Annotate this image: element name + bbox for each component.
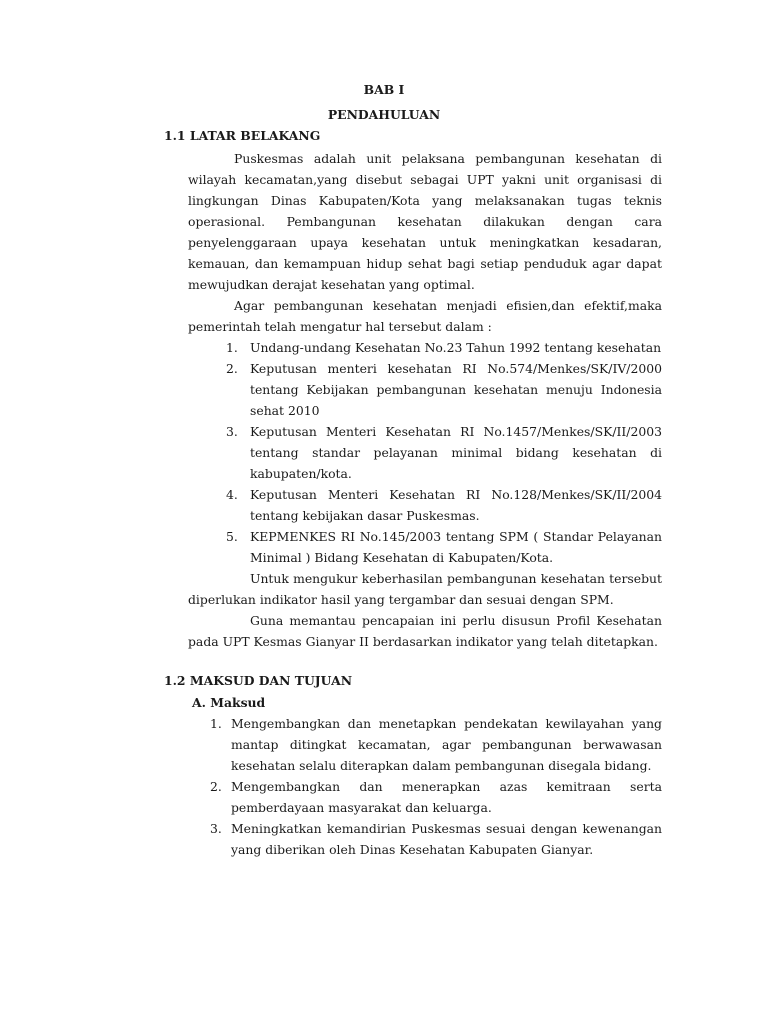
list-number: 1. [210, 716, 222, 731]
paragraph-measurement: Untuk mengukur keberhasilan pembangunan kesehatan tersebut diperlukan indikator hasil yang tergambar dan sesuai dengan SPM. [188, 571, 662, 607]
list-item [210, 713, 662, 776]
list-item [226, 526, 662, 568]
paragraph-monitoring: Guna memantau pencapaian ini perlu disusun Profil Kesehatan pada UPT Kesmas Gianyar II berdasarkan indikator yang telah ditetapkan. [188, 613, 662, 649]
list-text: Mengembangkan dan menetapkan pendekatan kewilayahan yang mantap ditingkat kecamatan, agar pembangunan berwawasan kesehatan selalu diterapkan dalam pembangunan disegala bidang. [231, 716, 662, 773]
list-text: Keputusan Menteri Kesehatan RI No.1457/Menkes/SK/II/2003 tentang standar pelayanan minimal bidang kesehatan di kabupaten/kota. [250, 424, 662, 481]
list-number: 1. [226, 340, 238, 355]
section-heading-latar-belakang: 1.1 LATAR BELAKANG [164, 128, 321, 143]
list-number: 4. [226, 487, 238, 502]
list-text: Meningkatkan kemandirian Puskesmas sesuai dengan kewenangan yang diberikan oleh Dinas Kesehatan Kabupaten Gianyar. [231, 821, 662, 857]
list-number: 3. [210, 821, 222, 836]
subsection-heading-maksud: A. Maksud [192, 695, 266, 710]
chapter-number: BAB I [363, 82, 405, 97]
list-item [226, 358, 662, 421]
list-number: 2. [210, 779, 222, 794]
list-text: Mengembangkan dan menerapkan azas kemitraan serta pemberdayaan masyarakat dan keluarga. [231, 779, 662, 815]
list-text: KEPMENKES RI No.145/2003 tentang SPM ( Standar Pelayanan Minimal ) Bidang Kesehatan di Kabupaten/Kota. [250, 529, 662, 565]
list-item [210, 776, 662, 818]
purpose-list [210, 713, 662, 860]
section-heading-maksud-tujuan: 1.2 MAKSUD DAN TUJUAN [164, 673, 353, 688]
list-text: Keputusan menteri kesehatan RI No.574/Menkes/SK/IV/2000 tentang Kebijakan pembangunan kesehatan menuju Indonesia sehat 2010 [250, 361, 662, 418]
list-number: 3. [226, 424, 238, 439]
list-text: Keputusan Menteri Kesehatan RI No.128/Menkes/SK/II/2004 tentang kebijakan dasar Puskesmas. [250, 487, 662, 523]
list-number: 2. [226, 361, 238, 376]
regulation-list [226, 337, 662, 568]
list-item [226, 484, 662, 526]
list-item [210, 818, 662, 860]
paragraph-regulations-intro: Agar pembangunan kesehatan menjadi efisien,dan efektif,maka pemerintah telah mengatur hal tersebut dalam : [188, 298, 662, 334]
list-text: Undang-undang Kesehatan No.23 Tahun 1992 tentang kesehatan [250, 340, 662, 355]
list-item [226, 337, 662, 358]
paragraph-intro: Puskesmas adalah unit pelaksana pembangunan kesehatan di wilayah kecamatan,yang disebut sebagai UPT yakni unit organisasi di lingkungan Dinas Kabupaten/Kota yang melaksanakan tugas teknis operasional. Pembangunan kesehatan dilakukan dengan cara penyelenggaraan upaya kesehatan untuk meningkatkan kesadaran, kemauan, dan kemampuan hidup sehat bagi setiap penduduk agar dapat mewujudkan derajat kesehatan yang optimal. [188, 151, 662, 292]
chapter-title: PENDAHULUAN [327, 107, 441, 122]
list-number: 5. [226, 529, 238, 544]
list-item [226, 421, 662, 484]
